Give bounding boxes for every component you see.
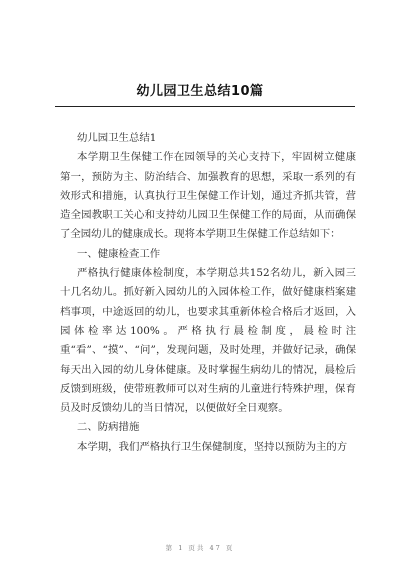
heading-health-check: 一、健康检查工作 <box>77 247 161 260</box>
page-footer: 第 1 页共 47 页 <box>165 544 235 552</box>
paragraph-intro: 本学期卫生保健工作在园领导的关心支持下，牢固树立健康第一，预防为主、防治结合、加强教育的思想，采取一系列的有效形式和措施，认真执行卫生保健工作计划，通过齐抓共管，营造全园教职工关心和支持幼儿园卫生保健工作的局面，从而确保了全园幼儿的健康成长。现将本学期卫生保健工作总结如下： <box>60 151 356 241</box>
paragraph-prevention: 本学期，我们严格执行卫生保健制度，坚持以预防为主的方 <box>77 440 348 453</box>
title-divider <box>55 106 355 107</box>
document-title: 幼儿园卫生总结10篇 <box>136 84 264 99</box>
heading-prevention: 二、防病措施 <box>77 421 140 434</box>
paragraph-health-check: 严格执行健康体检制度，本学期总共152名幼儿，新入园三十几名幼儿。抓好新入园幼儿的入园体检工作，做好健康档案建档事项，中途返回的幼儿，也要求其重新体检合格后才返回，入园体检率达100%。严格执行晨检制度，晨检时注重“看”、“摸”、“问”，发现问题，及时处理，并做好记录，确保每天出入园的幼儿身体健康。及时掌握生病幼儿的情况，晨检后反馈到班级，使带班教师可以对生病的儿童进行特殊护理，保育员及时反馈幼儿的当日情况，以便做好全日观察。 <box>60 267 356 415</box>
section-label: 幼儿园卫生总结1 <box>77 132 157 144</box>
document-body <box>60 129 356 457</box>
